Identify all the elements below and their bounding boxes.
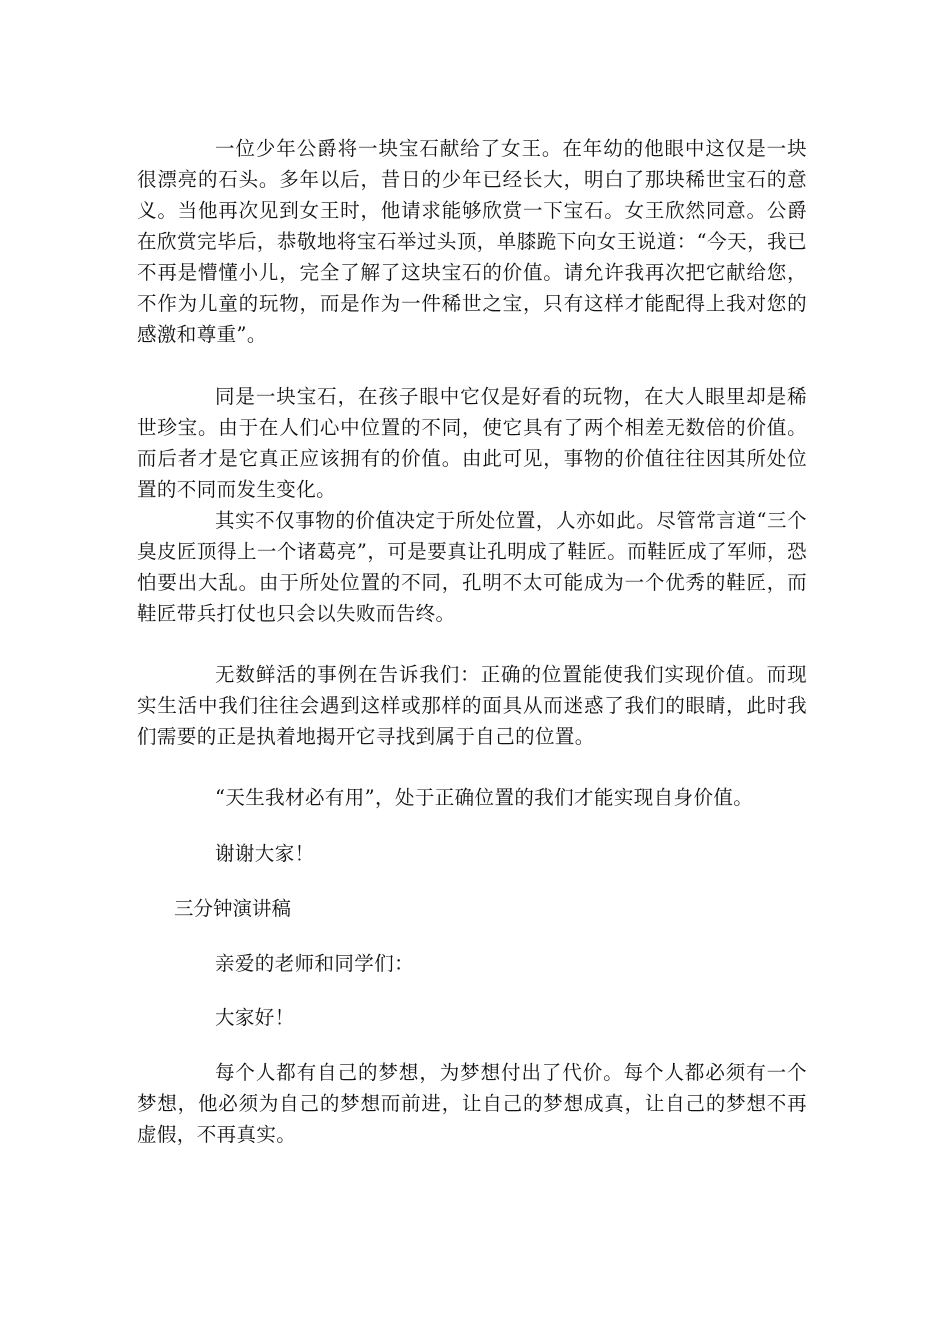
paragraph-5: “天生我材必有用”，处于正确位置的我们才能实现自身价值。 xyxy=(215,786,754,809)
section-title: 三分钟演讲稿 xyxy=(174,897,292,920)
closing-thanks: 谢谢大家！ xyxy=(215,842,315,865)
paragraph-dream: 每个人都有自己的梦想，为梦想付出了代价。每个人都必须有一个梦想，他必须为自己的梦想而前进，让自己的梦想成真，让自己的梦想不再虚假，不再真实。 xyxy=(137,1061,807,1146)
paragraph-2: 同是一块宝石，在孩子眼中它仅是好看的玩物，在大人眼里却是稀世珍宝。由于在人们心中位置的不同，使它具有了两个相差无数倍的价值。而后者才是它真正应该拥有的价值。由此可见，事物的价值往往因其所处位置的不同而发生变化。 xyxy=(137,385,807,501)
paragraph-4: 无数鲜活的事例在告诉我们：正确的位置能使我们实现价值。而现实生活中我们往往会遇到这样或那样的面具从而迷惑了我们的眼睛，此时我们需要的正是执着地揭开它寻找到属于自己的位置。 xyxy=(137,663,807,748)
greeting: 大家好！ xyxy=(215,1006,295,1029)
salutation: 亲爱的老师和同学们： xyxy=(215,952,415,975)
paragraph-3: 其实不仅事物的价值决定于所处位置，人亦如此。尽管常言道“三个臭皮匠顶得上一个诸葛亮”，可是要真让孔明成了鞋匠。而鞋匠成了军师，恐怕要出大乱。由于所处位置的不同，孔明不太可能成为一个优秀的鞋匠，而鞋匠带兵打仗也只会以失败而告终。 xyxy=(137,509,807,625)
paragraph-1: 一位少年公爵将一块宝石献给了女王。在年幼的他眼中这仅是一块很漂亮的石头。多年以后，昔日的少年已经长大，明白了那块稀世宝石的意义。当他再次见到女王时，他请求能够欣赏一下宝石。女王欣然同意。公爵在欣赏完毕后，恭敬地将宝石举过头顶，单膝跪下向女王说道：“今天，我已不再是懵懂小儿，完全了解了这块宝石的价值。请允许我再次把它献给您，不作为儿童的玩物，而是作为一件稀世之宝，只有这样才能配得上我对您的感激和尊重”。 xyxy=(137,137,807,346)
